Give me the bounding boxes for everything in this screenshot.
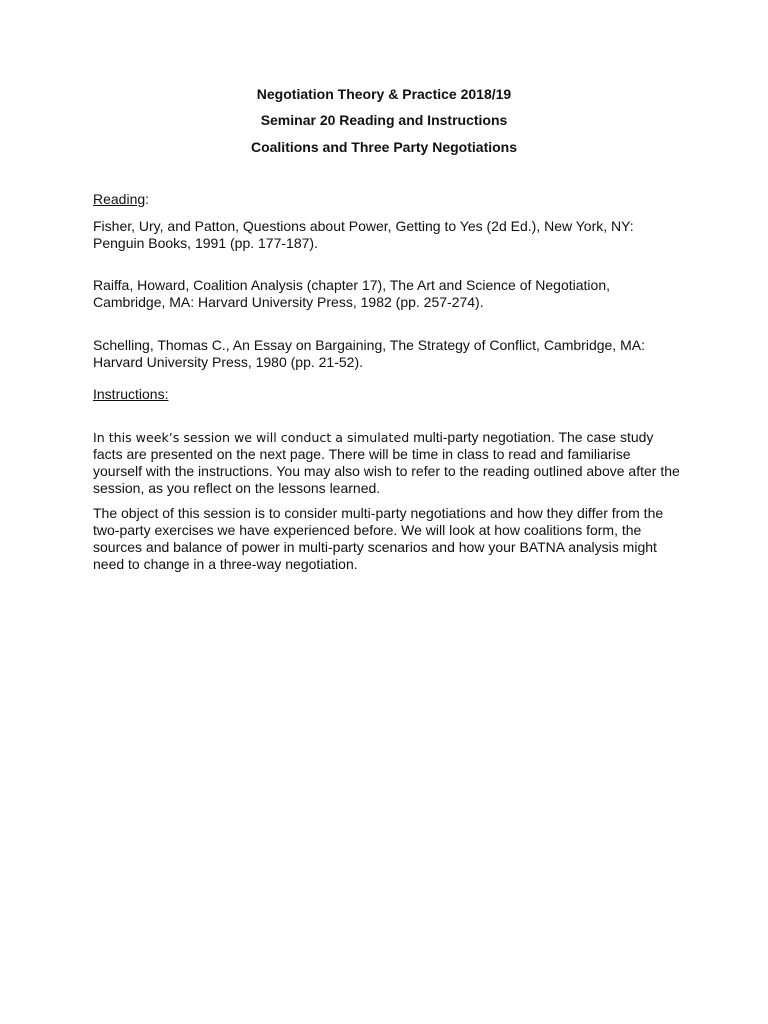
instructions-heading — [93, 386, 683, 403]
document-topic: Coalitions and Three Party Negotiations — [250, 139, 518, 155]
reading-heading — [93, 191, 683, 208]
reading-item-fisher: Fisher, Ury, and Patton, Questions about Power, Getting to Yes (2d Ed.), New York, NY: Penguin Books, 1991 (pp. 177-187). — [93, 218, 634, 251]
instructions-paragraph-1-lead: In this week’s session we will conduct a simulated — [93, 430, 414, 445]
instructions-heading-label: Instructions: — [93, 386, 169, 402]
instructions-paragraph-2: The object of this session is to consider multi-party negotiations and how they differ from the two-party exercises we have experienced before. We will look at how coalitions form, the sources and balance of power in multi-party scenarios and how your BATNA analysis might need to change in a three-way negotiation. — [93, 505, 664, 572]
instructions-paragraph-1 — [93, 429, 683, 497]
instructions-paragraph-1-rest: multi-party negotiation. The case study facts are presented on the next page. There will be time in class to read and familiarise yourself with the instructions. You may also wish to refer to the reading outlined above after the session, as you reflect on the lessons learned. — [93, 429, 680, 496]
reading-item-raiffa: Raiffa, Howard, Coalition Analysis (chapter 17), The Art and Science of Negotiation, Cambridge, MA: Harvard University Press, 1982 (pp. 257-274). — [93, 277, 610, 310]
reading-item-schelling: Schelling, Thomas C., An Essay on Bargaining, The Strategy of Conflict, Cambridge, MA: Harvard University Press, 1980 (pp. 21-52). — [93, 337, 645, 370]
document-title: Negotiation Theory & Practice 2018/19 — [256, 86, 512, 102]
reading-heading-label: Reading — [93, 191, 146, 207]
document-subtitle: Seminar 20 Reading and Instructions — [260, 112, 508, 128]
reading-heading-colon: : — [145, 191, 150, 207]
